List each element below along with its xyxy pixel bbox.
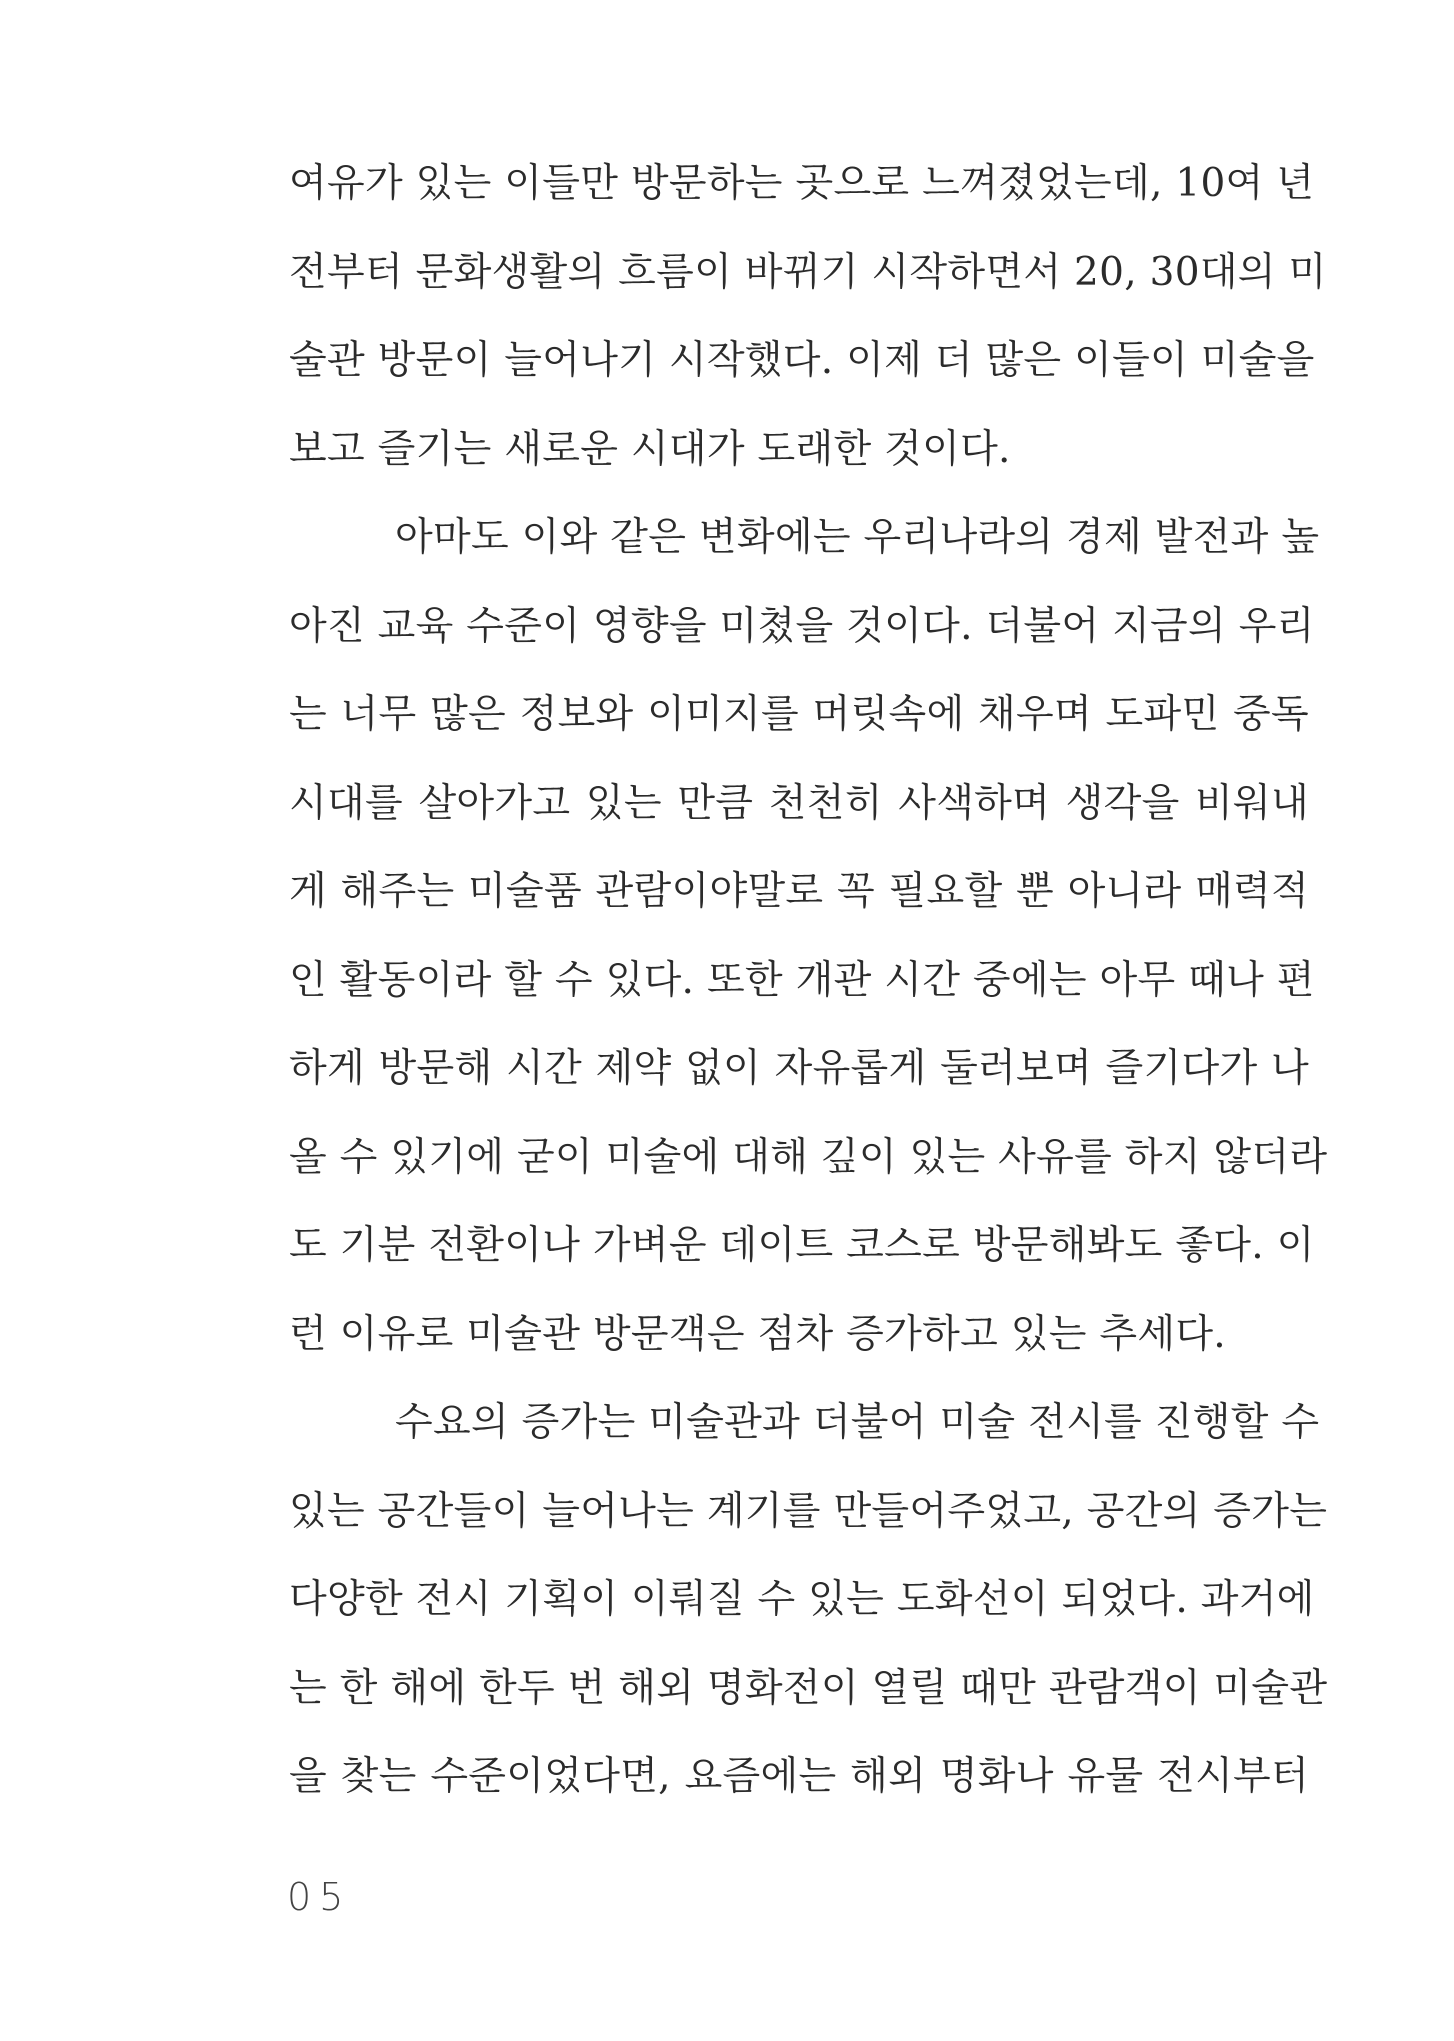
text-line: 런 이유로 미술관 방문객은 점차 증가하고 있는 추세다. xyxy=(289,1311,1227,1357)
text-line: 을 찾는 수준이었다면, 요즘에는 해외 명화나 유물 전시부터 xyxy=(289,1754,1309,1799)
text-line: 시대를 살아가고 있는 만큼 천천히 사색하며 생각을 비워내 xyxy=(289,780,1309,826)
text-line: 게 해주는 미술품 관람이야말로 꼭 필요할 뿐 아니라 매력적 xyxy=(289,869,1309,914)
text-line: 다양한 전시 기획이 이뤄질 수 있는 도화선이 되었다. 과거에 xyxy=(289,1577,1315,1622)
text-line: 올 수 있기에 굳이 미술에 대해 깊이 있는 사유를 하지 않더라 xyxy=(289,1134,1328,1180)
paragraph-first-line: 수요의 증가는 미술관과 더불어 미술 전시를 진행할 수 xyxy=(395,1400,1320,1445)
text-line: 술관 방문이 늘어나기 시작했다. 이제 더 많은 이들이 미술을 xyxy=(289,338,1315,383)
text-line: 여유가 있는 이들만 방문하는 곳으로 느껴졌었는데, 10여 년 xyxy=(289,161,1315,206)
text-line: 있는 공간들이 늘어나는 계기를 만들어주었고, 공간의 증가는 xyxy=(289,1488,1328,1534)
body-text xyxy=(289,140,1328,1822)
text-line: 하게 방문해 시간 제약 없이 자유롭게 둘러보며 즐기다가 나 xyxy=(289,1046,1309,1091)
text-line: 아진 교육 수준이 영향을 미쳤을 것이다. 더불어 지금의 우리 xyxy=(289,603,1315,649)
page-number: 05 xyxy=(287,1875,352,1919)
text-line: 전부터 문화생활의 흐름이 바뀌기 시작하면서 20, 30대의 미 xyxy=(289,249,1327,295)
text-line: 보고 즐기는 새로운 시대가 도래한 것이다. xyxy=(289,426,1011,472)
text-line: 도 기분 전환이나 가벼운 데이트 코스로 방문해봐도 좋다. 이 xyxy=(289,1223,1315,1268)
text-line: 는 너무 많은 정보와 이미지를 머릿속에 채우며 도파민 중독 xyxy=(289,692,1309,737)
text-line: 는 한 해에 한두 번 해외 명화전이 열릴 때만 관람객이 미술관 xyxy=(289,1665,1328,1711)
text-line: 인 활동이라 할 수 있다. 또한 개관 시간 중에는 아무 때나 편 xyxy=(289,957,1315,1003)
paragraph-first-line: 아마도 이와 같은 변화에는 우리나라의 경제 발전과 높 xyxy=(395,515,1320,560)
